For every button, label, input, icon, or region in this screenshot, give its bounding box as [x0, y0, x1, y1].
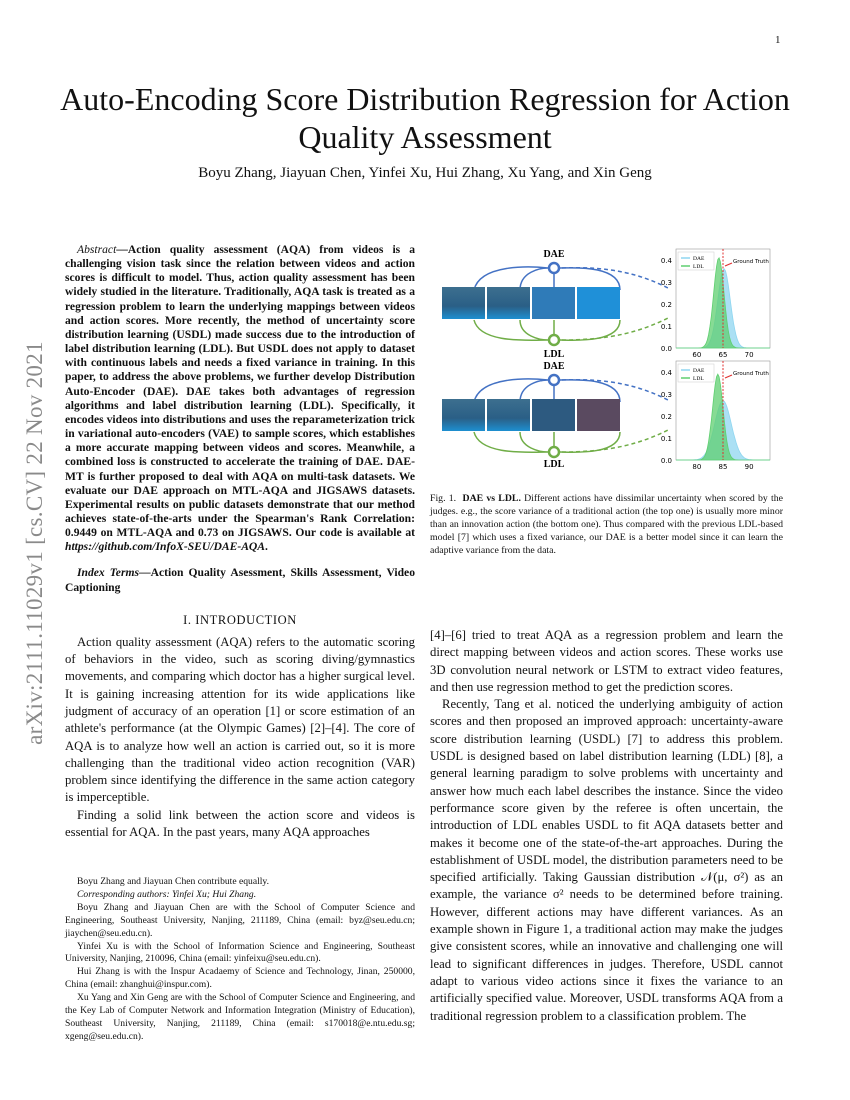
- video-frame: [442, 399, 485, 431]
- legend-ldl: LDL: [693, 376, 704, 382]
- paragraph: [4]–[6] tried to treat AQA as a regression problem and learn the direct mapping between videos and action scores. These works use 3D convolution neural network or LSTM to extract video features, and then use regression method to get the prediction scores.: [430, 628, 783, 694]
- legend-ldl: LDL: [693, 264, 704, 270]
- y-tick-label: 0.4: [660, 257, 672, 265]
- ground-truth-label: Ground Truth: [733, 371, 769, 377]
- plot-bottom: [661, 361, 770, 471]
- x-tick-label: 60: [692, 351, 702, 359]
- page-number: 1: [775, 34, 781, 46]
- y-tick-label: 0.1: [660, 323, 672, 331]
- index-terms-label: Index Terms: [77, 566, 139, 580]
- code-link[interactable]: https://github.com/InfoX-SEU/DAE-AQA: [65, 540, 266, 554]
- y-tick-label: 0.3: [660, 279, 672, 287]
- footnote: Boyu Zhang and Jiayuan Chen are with the School of Computer Science and Engineering, Southeast University, Nanjing, 211189, China (email: byz@seu.edu.cn; jiaychen@seu.edu.cn).: [65, 901, 415, 939]
- video-frame: [577, 399, 620, 431]
- figure-caption: [430, 492, 783, 557]
- y-tick-label: 0.0: [660, 345, 672, 353]
- y-tick-label: 0.4: [660, 369, 672, 377]
- dae-node-icon: [549, 375, 559, 385]
- x-tick-label: 85: [718, 463, 728, 471]
- caption-body: Different actions have dissimilar uncertainty when scored by the judges. e.g., the score variance of a traditional action (the top one) is usually more minor than an innovation action (the bottom one). Thus compared with the previous LDL-based model [7] which uses a fixed variance, our DAE is a better model since it can learn the adaptive variance from the data.: [430, 493, 783, 556]
- index-terms-text: —Action Quality Asessment, Skills Assessment, Video Captioning: [65, 566, 415, 594]
- video-frame: [532, 399, 575, 431]
- diagram-top: [442, 249, 668, 360]
- footnote: Hui Zhang is with the Inspur Acadaemy of Science and Technology, Jinan, 250000, China (email: zhanghui@inspur.com).: [65, 966, 415, 991]
- abstract-text: —Action quality assessment (AQA) from videos is a challenging vision task since the relation between videos and action scores is difficult to model. Thus, action quality assessment has been widely studied in the literature. Traditionally, AQA task is treated as a regression problem to learn the underlying mappings between videos and action scores. More recently, the method of uncertainty score distribution learning (USDL) made success due to the introduction of label distribution learning (LDL). But USDL does not apply to dataset with continuous labels and needs a fixed variance in training. In this paper, to address the above problems, we further develop Distribution Auto-Encoder (DAE). DAE takes both advantages of regression algorithms and label distribution learning (LDL). Specifically, it encodes videos into distributions and uses the reparameterization trick in variational auto-encoders (VAE) to sample scores, which establishes a more accurate mapping between videos and scores. Meanwhile, a combined loss is constructed to accelerate the training of DAE. DAE-MT is further proposed to deal with AQA on multi-task datasets. We evaluate our DAE approach on MTL-AQA and JIGSAWS datasets. Experimental results on public datasets demonstrate that our method achieves state-of-the-arts under the Spearman's Rank Correlation: 0.9449 on MTL-AQA and 0.73 on JIGSAWS. Our code is available at: [65, 243, 415, 540]
- x-tick-label: 65: [718, 351, 728, 359]
- caption-label: Fig. 1.: [430, 493, 457, 504]
- video-frame: [487, 287, 530, 319]
- y-tick-label: 0.3: [660, 391, 672, 399]
- video-frame: [487, 399, 530, 431]
- video-frame: [442, 287, 485, 319]
- dae-label: DAE: [543, 361, 565, 372]
- diagram-bottom: [442, 361, 668, 470]
- footnote: Xu Yang and Xin Geng are with the School of Computer Science and Engineering, and the Key Lab of Computer Network and Information Integration (Ministry of Education), Southeast University, Nanjing, 211189, China (email: s170018@e.ntu.edu.sg; xgeng@seu.edu.cn).: [65, 992, 415, 1042]
- arxiv-stamp: arXiv:2111.11029v1 [cs.CV] 22 Nov 2021: [22, 341, 47, 745]
- right-column: [430, 627, 783, 1025]
- index-terms: [65, 566, 415, 594]
- author-list: Boyu Zhang, Jiayuan Chen, Yinfei Xu, Hui Zhang, Xu Yang, and Xin Geng: [198, 165, 652, 181]
- x-tick-label: 90: [744, 463, 754, 471]
- section-heading: I. INTRODUCTION: [183, 612, 297, 627]
- caption-title: DAE vs LDL.: [462, 493, 521, 504]
- caption-text: [430, 492, 783, 557]
- dae-node-icon: [549, 263, 559, 273]
- figure-1: [430, 244, 775, 476]
- paragraph: Action quality assessment (AQA) refers to the automatic scoring of behaviors in the video, such as scoring diving/gymnastics movements, and comparing which doctor has a higher surgical level. It is gaining increasing attention for its wide applications like judgment of accuracy of an operation [1] or score estimation of an athlete's performance (at the Olympic Games) [2]–[4]. The core of AQA is to analyze how well an action is carried out, so it is more challenging than the traditional video action recognition (VAR) problem since identifying the difference in the same action category is imperceptible.: [65, 634, 415, 805]
- plot-top: [661, 249, 770, 359]
- x-tick-label: 70: [744, 351, 754, 359]
- left-column: [65, 243, 415, 841]
- footnote: Corresponding authors: Yinfei Xu; Hui Zhang.: [77, 888, 257, 900]
- y-tick-label: 0.0: [660, 457, 672, 465]
- y-tick-label: 0.1: [660, 435, 672, 443]
- footnote: Boyu Zhang and Jiayuan Chen contribute equally.: [77, 876, 270, 887]
- ldl-label: LDL: [543, 459, 565, 470]
- abstract-label: Abstract: [77, 243, 117, 256]
- ldl-label: LDL: [543, 349, 565, 360]
- ground-truth-label: Ground Truth: [733, 259, 769, 265]
- legend-dae: DAE: [693, 368, 705, 374]
- video-frame: [532, 287, 575, 319]
- y-tick-label: 0.2: [660, 301, 672, 309]
- footnotes: [65, 876, 415, 1044]
- abstract: [65, 243, 415, 554]
- footnote: Yinfei Xu is with the School of Information Science and Engineering, Southeast University, Nanjing, 210096, China (email: yinfeixu@seu.edu.cn).: [65, 940, 415, 965]
- paragraph: Recently, Tang et al. noticed the underlying ambiguity of action scores and then proposed an improved approach: uncertainty-aware score distribution learning (USDL) [7] to address this problem. USDL is designed based on label distribution learning (LDL) [8], a general learning paradigm to solve problems with uncertainty and answer how much each label describes the instance. Since the video performance score given by the referee is often uncertain, the introduction of LDL enables USDL to fit AQA datasets better and makes it become one of the state-of-the-art approaches. During the establishment of USDL model, the distribution parameters need to be specified artificially. Taking Gaussian distribution 𝒩(μ, σ²) as an example, the variance σ² needs to be determined before training. However, different actions may have different variances. As an example shown in Figure 1, a traditional action may make the judges give consistent scores, while an innovative and challenging one will lead to significant differences in judges. Therefore, USDL cannot adapt to various video actions since it fixes the variance to an artificially specified value. Moreover, USDL transforms AQA from a traditional regression problem to a classification problem. The: [430, 697, 783, 1023]
- paragraph: Finding a solid link between the action score and videos is essential for AQA. In the past years, many AQA approaches: [65, 807, 415, 840]
- paper-title: Auto-Encoding Score Distribution Regression for Action Quality Assessment: [60, 81, 790, 155]
- y-tick-label: 0.2: [660, 413, 672, 421]
- legend-dae: DAE: [693, 256, 705, 262]
- ldl-node-icon: [549, 335, 559, 345]
- dae-label: DAE: [543, 249, 565, 260]
- video-frame: [577, 287, 620, 319]
- x-tick-label: 80: [692, 463, 702, 471]
- abstract-end: .: [265, 540, 268, 554]
- ldl-node-icon: [549, 447, 559, 457]
